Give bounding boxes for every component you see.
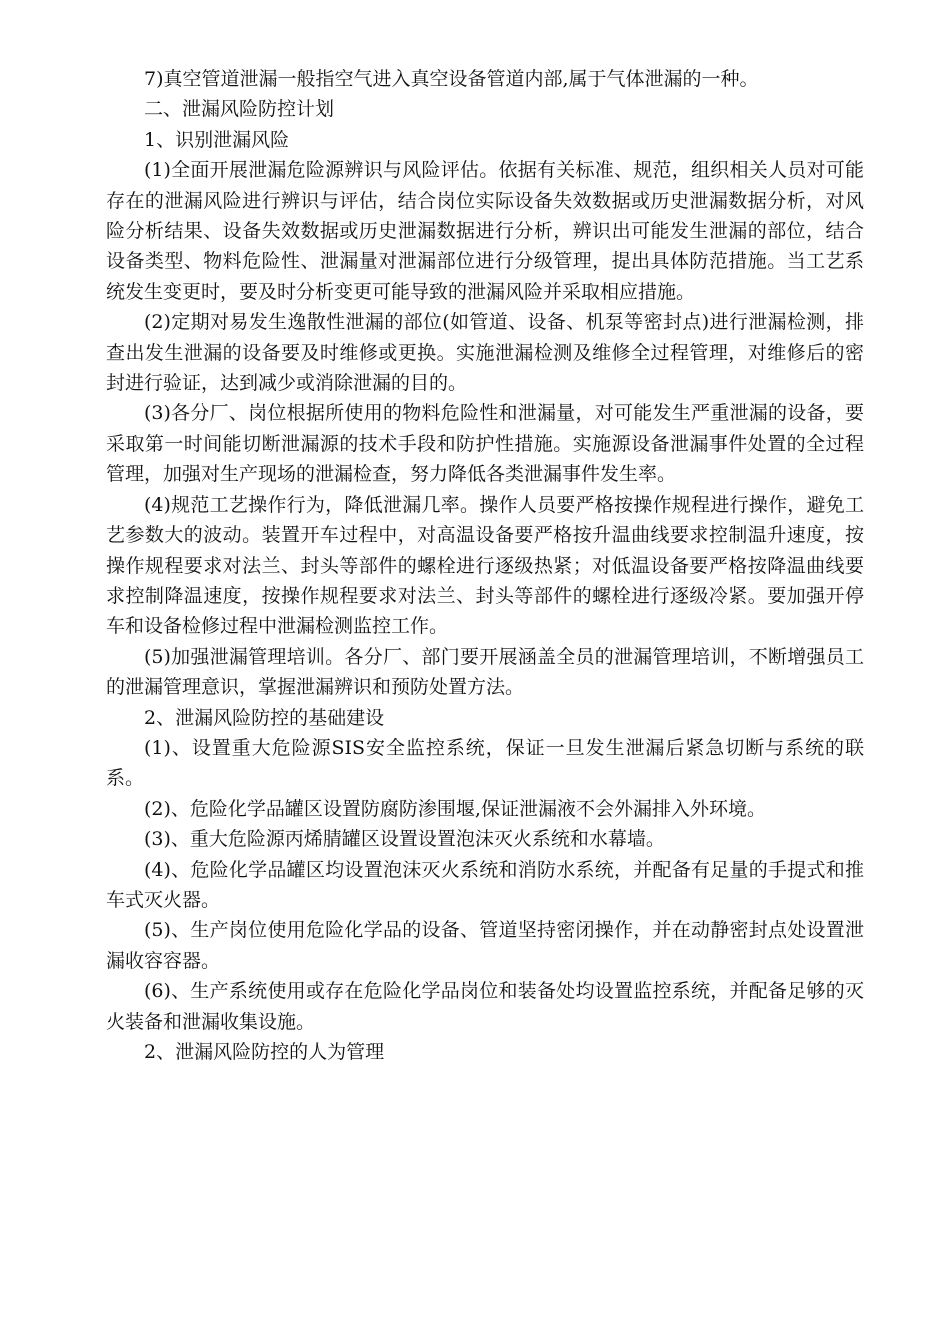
- document-body: [106, 64, 864, 1067]
- paragraph-infra-4-fire-extinguishers: (4)、危险化学品罐区均设置泡沫灭火系统和消防水系统，并配备有足量的手提式和推车式灭火器。: [106, 858, 864, 911]
- paragraph-infra-5-sealed-operation: (5)、生产岗位使用危险化学品的设备、管道坚持密闭操作，并在动静密封点处设置泄漏收容容器。: [106, 919, 864, 972]
- paragraph-item-3-cutoff-measures: (3)各分厂、岗位根据所使用的物料危险性和泄漏量，对可能发生严重泄漏的设备，要采取第一时间能切断泄漏源的技术手段和防护性措施。实施源设备泄漏事件处置的全过程管理，加强对生产现场的泄漏检查，努力降低各类泄漏事件发生率。: [106, 402, 864, 486]
- paragraph-item-5-training: (5)加强泄漏管理培训。各分厂、部门要开展涵盖全员的泄漏管理培训，不断增强员工的泄漏管理意识，掌握泄漏辨识和预防处置方法。: [106, 645, 864, 699]
- section-heading-leak-risk-plan: 二、泄漏风险防控计划: [144, 98, 335, 121]
- subsection-heading-infrastructure: 2、泄漏风险防控的基础建设: [144, 706, 385, 729]
- paragraph-infra-6-monitoring: (6)、生产系统使用或存在危险化学品岗位和装备处均设置监控系统，并配备足够的灭火装备和泄漏收集设施。: [106, 980, 864, 1033]
- paragraph-item-2-leak-detection: (2)定期对易发生逸散性泄漏的部位(如管道、设备、机泵等密封点)进行泄漏检测，排查出发生泄漏的设备要及时维修或更换。实施泄漏检测及维修全过程管理，对维修后的密封进行验证，达到减少或消除泄漏的目的。: [106, 311, 864, 395]
- paragraph-vacuum-leak-note: 7)真空管道泄漏一般指空气进入真空设备管道内部,属于气体泄漏的一种。: [144, 68, 759, 90]
- paragraph-infra-1-sis: (1)、设置重大危险源SIS安全监控系统，保证一旦发生泄漏后紧急切断与系统的联系。: [106, 736, 864, 790]
- paragraph-infra-2-cofferdam: (2)、危险化学品罐区设置防腐防渗围堰,保证泄漏液不会外漏排入外环境。: [144, 797, 766, 820]
- subsection-heading-human-management: 2、泄漏风险防控的人为管理: [144, 1041, 385, 1063]
- paragraph-infra-3-foam-system: (3)、重大危险源丙烯腈罐区设置设置泡沫灭火系统和水幕墙。: [144, 828, 665, 851]
- subsection-heading-identify-risk: 1、识别泄漏风险: [144, 128, 290, 151]
- paragraph-item-1-risk-assessment: (1)全面开展泄漏危险源辨识与风险评估。依据有关标准、规范，组织相关人员对可能存在的泄漏风险进行辨识与评估，结合岗位实际设备失效数据或历史泄漏数据分析，对风险分析结果、设备失效数据或历史泄漏数据进行分析，辨识出可能发生泄漏的部位，结合设备类型、物料危险性、泄漏量对泄漏部位进行分级管理，提出具体防范措施。当工艺系统发生变更时，要及时分析变更可能导致的泄漏风险并采取相应措施。: [106, 159, 864, 303]
- paragraph-item-4-operation-standards: (4)规范工艺操作行为，降低泄漏几率。操作人员要严格按操作规程进行操作，避免工艺参数大的波动。装置开车过程中，对高温设备要严格按升温曲线要求控制温升速度，按操作规程要求对法兰、封头等部件的螺栓进行逐级热紧；对低温设备要严格按降温曲线要求控制降温速度，按操作规程要求对法兰、封头等部件的螺栓进行逐级冷紧。要加强开停车和设备检修过程中泄漏检测监控工作。: [106, 493, 864, 638]
